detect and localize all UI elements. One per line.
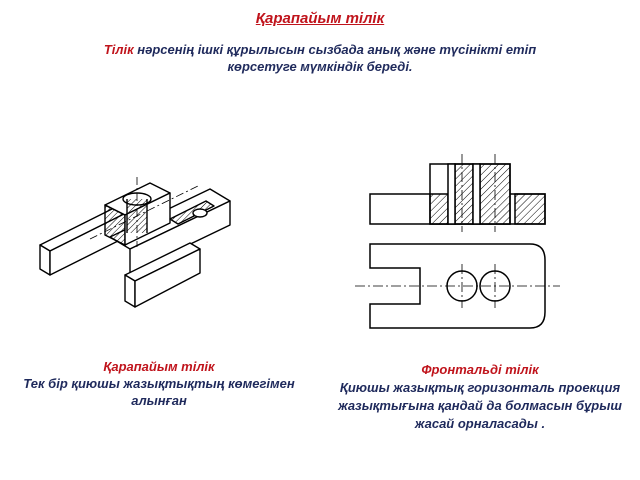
isometric-section-drawing [30,175,245,325]
simple-section-caption-body: Тек бір қиюшы жазықтықтың көмегімен алынған [23,376,295,408]
intro-body: нәрсенің ішкі құрылысын сызбада анық және түсінікті етіп көрсетуге мүмкіндік береді. [133,42,537,74]
orthographic-section-drawing [355,152,565,332]
slide-title: Қарапайым тілік [255,10,385,27]
frontal-section-caption-title: Фронтальді тілік [421,362,539,377]
simple-section-caption-title: Қарапайым тілік [103,359,215,374]
frontal-section-caption-body: Қиюшы жазықтық горизонталь проекция жазықтығына қандай да болмасын бұрыш жасай орналасады . [338,380,622,431]
intro-text [70,41,570,75]
intro-keyword: Тілік [103,42,134,57]
frontal-section-caption [325,361,635,433]
simple-section-caption [14,358,304,409]
front-view [370,164,545,224]
